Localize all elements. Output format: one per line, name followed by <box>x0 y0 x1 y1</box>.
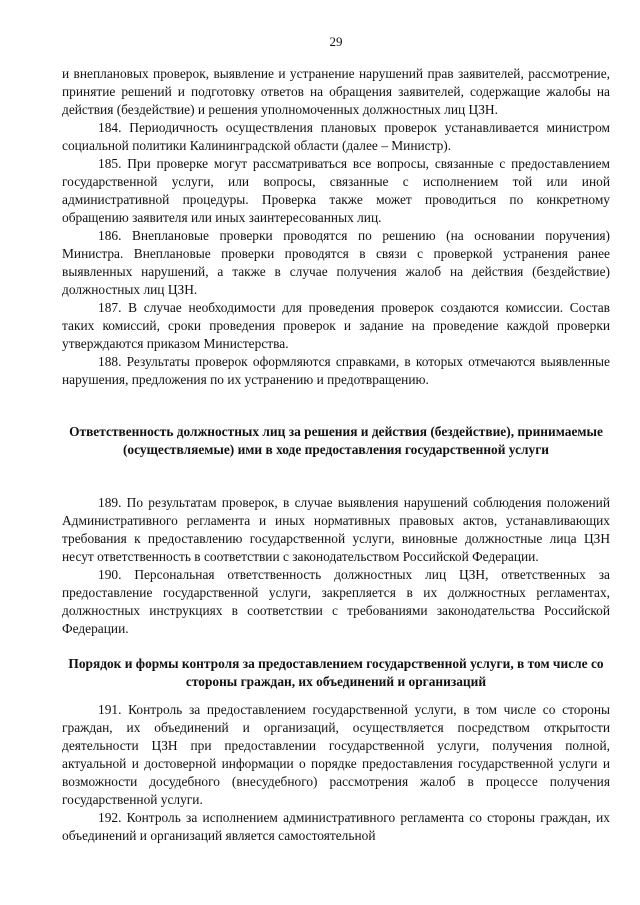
spacer <box>62 638 610 655</box>
document-page <box>62 34 610 845</box>
paragraph-191: 191. Контроль за предоставлением государственной услуги, в том числе со стороны граждан, их объединений и организаций, осуществляется посредством открытости деятельности ЦЗН при предоставлении государственной услуги, получения полной, актуальной и достоверной информации о порядке предоставления государственной услуги и возможности досудебного (внесудебного) рассмотрения жалоб в процессе получения государственной услуги. <box>62 702 610 807</box>
page-number: 29 <box>329 34 343 49</box>
paragraph-189: 189. По результатам проверок, в случае выявления нарушений соблюдения положений Административного регламента и иных нормативных правовых актов, устанавливающих требования к предоставлению государственной услуги, виновные должностные лица ЦЗН несут ответственность в соответствии с законодательством Российской Федерации. <box>62 495 610 564</box>
paragraph-187: 187. В случае необходимости для проведения проверок создаются комиссии. Состав таких комиссий, сроки проведения проверок и задание на проведение каждой проверки утверждаются приказом Министерства. <box>62 300 610 351</box>
paragraph-186: 186. Внеплановые проверки проводятся по решению (на основании поручения) Министра. Внеплановые проверки проводятся в связи с проверкой устранения ранее выявленных нарушений, а также в случае получения жалоб на действия (бездействие) должностных лиц ЦЗН. <box>62 228 610 297</box>
spacer <box>62 691 610 701</box>
section-heading-responsibility: Ответственность должностных лиц за решения и действия (бездействие), принимаемые (осуществляемые) ими в ходе предоставления государственной услуги <box>69 424 603 457</box>
paragraph-185: 185. При проверке могут рассматриваться все вопросы, связанные с предоставлением государственной услуги, или вопросы, связанные с исполнением той или иной административной процедуры. Проверка также может проводиться по конкретному обращению заявителя или иных заинтересованных лиц. <box>62 156 610 225</box>
paragraph-continuation: и внеплановых проверок, выявление и устранение нарушений прав заявителей, рассмотрение, принятие решений и подготовку ответов на обращения заявителей, содержащие жалобы на действия (бездействие) и решения уполномоченных должностных лиц ЦЗН. <box>62 66 610 117</box>
paragraph-190: 190. Персональная ответственность должностных лиц ЦЗН, ответственных за предоставление государственной услуги, закрепляется в их должностных регламентах, должностных инструкциях в соответствии с требованиями законодательства Российской Федерации. <box>62 567 610 636</box>
spacer <box>62 459 610 494</box>
paragraph-184: 184. Периодичность осуществления плановых проверок устанавливается министром социальной политики Калининградской области (далее – Министр). <box>62 120 610 153</box>
paragraph-188: 188. Результаты проверок оформляются справками, в которых отмечаются выявленные нарушения, предложения по их устранению и предотвращению. <box>62 354 610 387</box>
paragraph-192: 192. Контроль за исполнением административного регламента со стороны граждан, их объединений и организаций является самостоятельной <box>62 810 610 843</box>
spacer <box>62 389 610 423</box>
section-heading-control: Порядок и формы контроля за предоставлением государственной услуги, в том числе со стороны граждан, их объединений и организаций <box>68 656 604 689</box>
